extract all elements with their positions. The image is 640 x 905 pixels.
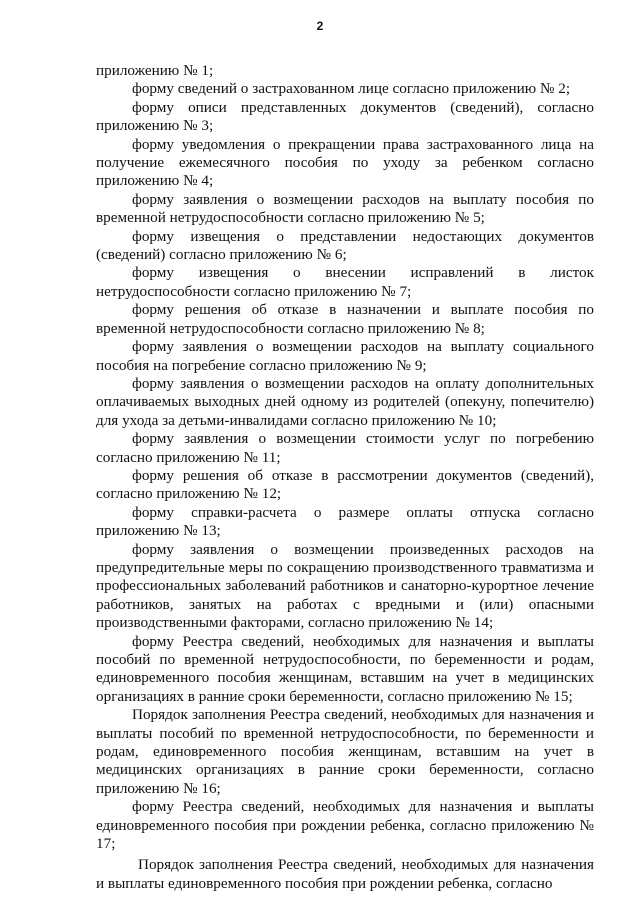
paragraph: форму заявления о возмещении расходов на выплату пособия по временной нетрудоспособности согласно приложению № 5;	[96, 190, 594, 227]
paragraph: форму Реестра сведений, необходимых для назначения и выплаты пособий по временной нетрудоспособности, по беременности и родам, единовременного пособия женщинам, вставшим на учет в медицинских организациях в ранние сроки беременности, согласно приложению № 15;	[96, 632, 594, 705]
paragraph: форму заявления о возмещении расходов на выплату социального пособия на погребение согласно приложению № 9;	[96, 338, 594, 374]
paragraph: форму решения об отказе в назначении и выплате пособия по временной нетрудоспособности согласно приложению № 8;	[96, 301, 594, 337]
paragraph: форму Реестра сведений, необходимых для назначения и выплаты единовременного пособия при рождении ребенка, согласно приложению № 17;	[96, 798, 594, 853]
document-body	[96, 62, 594, 893]
paragraph: форму заявления о возмещении расходов на оплату дополнительных оплачиваемых выходных дней одному из родителей (опекуну, попечителю) для ухода за детьми-инвалидами согласно приложению № 10;	[96, 374, 594, 429]
paragraph: форму извещения о представлении недостающих документов (сведений) согласно приложению № 6;	[96, 227, 594, 264]
paragraph: форму сведений о застрахованном лице согласно приложению № 2;	[132, 80, 571, 98]
paragraph: форму справки-расчета о размере оплаты отпуска согласно приложению № 13;	[96, 503, 594, 540]
paragraph: форму уведомления о прекращении права застрахованного лица на получение ежемесячного пособия по уходу за ребенком согласно приложению № 4;	[96, 135, 594, 190]
paragraph: форму заявления о возмещении стоимости услуг по погребению согласно приложению № 11;	[96, 430, 594, 466]
paragraph: Порядок заполнения Реестра сведений, необходимых для назначения и выплаты единовременного пособия при рождении ребенка, согласно	[96, 856, 594, 892]
paragraph: Порядок заполнения Реестра сведений, необходимых для назначения и выплаты пособий по временной нетрудоспособности, по беременности и родам, единовременного пособия женщинам, вставшим на учет в медицинских организациях в ранние сроки беременности, согласно приложению № 16;	[96, 706, 594, 797]
paragraph: форму описи представленных документов (сведений), согласно приложению № 3;	[96, 98, 594, 135]
paragraph: приложению № 1;	[96, 62, 214, 79]
paragraph: форму извещения о внесении исправлений в листок нетрудоспособности согласно приложению № 7;	[96, 264, 594, 300]
paragraph: форму решения об отказе в рассмотрении документов (сведений), согласно приложению № 12;	[96, 466, 594, 503]
paragraph: форму заявления о возмещении произведенных расходов на предупредительные меры по сокращению производственного травматизма и профессиональных заболеваний работников и санаторно-курортное лечение работников, занятых на работах с вредными и (или) опасными производственными факторами, согласно приложению № 14;	[96, 540, 594, 632]
page-number: 2	[316, 19, 324, 33]
